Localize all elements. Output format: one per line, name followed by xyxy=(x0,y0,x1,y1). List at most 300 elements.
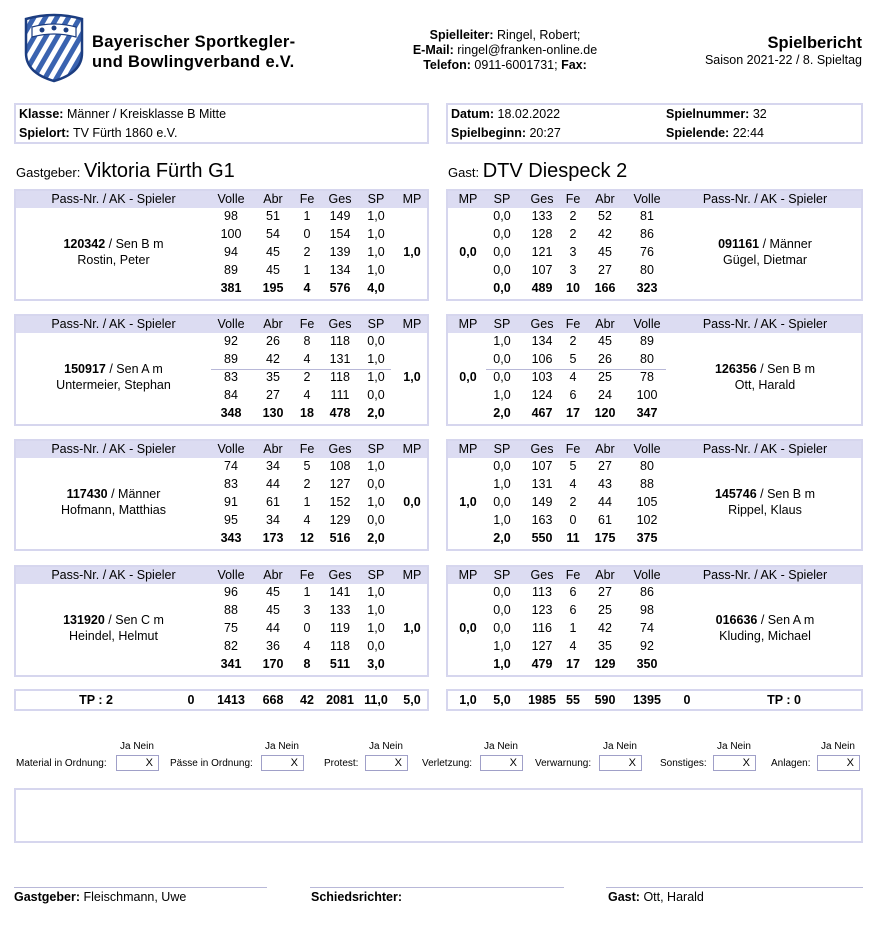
pass-number: 131920 xyxy=(63,613,105,627)
total-cell-fe: 4 xyxy=(303,281,311,295)
total-cell-volle: 343 xyxy=(220,531,242,545)
org-name-line1: Bayerischer Sportkegler- xyxy=(92,33,296,51)
score-cell-sp: 1,0 xyxy=(367,263,385,277)
guest-block-header xyxy=(448,567,861,584)
score-cell-volle: 102 xyxy=(636,513,658,527)
score-cell-ges: 128 xyxy=(531,227,553,241)
guest-sum-fe: 55 xyxy=(566,693,580,707)
match-info-box xyxy=(14,103,429,144)
score-cell-volle: 88 xyxy=(224,603,238,617)
header-volle: Volle xyxy=(217,317,245,331)
score-cell-ges: 134 xyxy=(531,334,553,348)
score-cell-ges: 152 xyxy=(329,495,351,509)
total-cell-sp: 2,0 xyxy=(367,406,385,420)
home-player-block xyxy=(14,439,429,551)
score-cell-ges: 118 xyxy=(330,334,350,348)
score-cell-fe: 5 xyxy=(303,459,311,473)
ja-nein-label: Ja Nein xyxy=(717,741,751,752)
score-cell-fe: 0 xyxy=(303,621,311,635)
header-fe: Fe xyxy=(299,442,315,456)
home-player-name: Untermeier, Stephan xyxy=(56,378,171,392)
score-cell-ges: 118 xyxy=(330,639,350,653)
score-cell-sp: 0,0 xyxy=(493,352,511,366)
guest-player-pass xyxy=(668,362,862,376)
home-team-label: Gastgeber: xyxy=(16,165,81,180)
guest-lane-separator xyxy=(486,369,666,370)
score-cell-fe: 3 xyxy=(569,245,577,259)
score-cell-fe: 4 xyxy=(569,370,577,384)
home-signature-name: Fleischmann, Uwe xyxy=(83,890,187,904)
score-cell-fe: 4 xyxy=(303,352,311,366)
home-sum-row xyxy=(14,689,429,711)
bskv-crest-icon xyxy=(22,13,86,83)
total-cell-volle: 347 xyxy=(636,406,658,420)
home-player-block xyxy=(14,314,429,426)
guest-player-pass xyxy=(668,237,862,251)
home-player-mp: 1,0 xyxy=(403,245,421,259)
home-sum-ges: 2081 xyxy=(326,693,354,707)
home-block-header xyxy=(16,441,427,458)
contact-block xyxy=(360,28,650,73)
score-cell-abr: 45 xyxy=(598,245,612,259)
total-cell-volle: 323 xyxy=(636,281,658,295)
score-cell-volle: 100 xyxy=(636,388,658,402)
header-mp: MP xyxy=(402,568,422,582)
score-cell-ges: 124 xyxy=(531,388,553,402)
score-cell-fe: 4 xyxy=(569,639,577,653)
total-cell-sp: 0,0 xyxy=(493,281,511,295)
season-label: Saison 2021-22 / 8. Spieltag xyxy=(704,53,862,67)
total-cell-abr: 130 xyxy=(262,406,284,420)
score-cell-volle: 83 xyxy=(224,370,238,384)
score-cell-abr: 42 xyxy=(598,621,612,635)
guest-sum-zero: 0 xyxy=(683,693,691,707)
score-cell-volle: 92 xyxy=(224,334,238,348)
header-mp: MP xyxy=(458,192,478,206)
score-cell-volle: 80 xyxy=(640,352,654,366)
guest-team-label: Gast: xyxy=(448,165,480,180)
score-cell-sp: 0,0 xyxy=(493,459,511,473)
datum-value: 18.02.2022 xyxy=(497,107,561,121)
score-cell-fe: 5 xyxy=(569,352,577,366)
match-time-box xyxy=(446,103,863,144)
email-label: E-Mail: xyxy=(412,43,454,57)
total-cell-sp: 4,0 xyxy=(367,281,385,295)
notes-area[interactable] xyxy=(14,788,863,843)
score-cell-volle: 80 xyxy=(640,459,654,473)
score-cell-volle: 94 xyxy=(224,245,238,259)
total-cell-sp: 3,0 xyxy=(367,657,385,671)
score-cell-ges: 149 xyxy=(531,495,553,509)
home-player-name: Rostin, Peter xyxy=(77,253,150,267)
score-cell-abr: 27 xyxy=(266,388,280,402)
header-ges: Ges xyxy=(530,442,554,456)
check-label: Anlagen: xyxy=(771,758,811,769)
score-cell-sp: 0,0 xyxy=(493,227,511,241)
home-block-header xyxy=(16,316,427,333)
score-cell-abr: 42 xyxy=(598,227,612,241)
score-cell-ges: 134 xyxy=(329,263,351,277)
score-cell-abr: 24 xyxy=(598,388,612,402)
age-class: / Sen B m xyxy=(105,237,164,251)
score-cell-abr: 45 xyxy=(598,334,612,348)
pass-number: 145746 xyxy=(714,487,757,501)
check-box[interactable]: X xyxy=(817,755,860,771)
pass-number: 126356 xyxy=(714,362,757,376)
score-cell-sp: 1,0 xyxy=(367,352,385,366)
score-cell-fe: 4 xyxy=(303,513,311,527)
score-cell-volle: 81 xyxy=(640,209,654,223)
ja-nein-label: Ja Nein xyxy=(603,741,637,752)
guest-player-mp: 0,0 xyxy=(459,245,477,259)
score-cell-sp: 0,0 xyxy=(493,263,511,277)
home-sum-zero: 0 xyxy=(187,693,195,707)
score-cell-ges: 123 xyxy=(531,603,553,617)
total-cell-sp: 2,0 xyxy=(493,531,511,545)
home-sum-mp: 5,0 xyxy=(403,693,421,707)
score-cell-ges: 127 xyxy=(329,477,351,491)
score-cell-abr: 26 xyxy=(266,334,280,348)
total-cell-ges: 489 xyxy=(531,281,553,295)
header-pass: Pass-Nr. / AK - Spieler xyxy=(51,192,176,206)
total-cell-volle: 381 xyxy=(220,281,242,295)
ja-nein-label: Ja Nein xyxy=(484,741,518,752)
total-cell-abr: 129 xyxy=(594,657,616,671)
header-volle: Volle xyxy=(217,442,245,456)
header-mp: MP xyxy=(402,442,422,456)
score-cell-volle: 98 xyxy=(224,209,238,223)
score-cell-fe: 2 xyxy=(569,495,577,509)
score-cell-volle: 98 xyxy=(640,603,654,617)
score-cell-volle: 89 xyxy=(224,352,238,366)
guest-tp: TP : 0 xyxy=(767,693,801,707)
header-sp: SP xyxy=(367,568,385,582)
total-cell-volle: 348 xyxy=(220,406,242,420)
total-cell-fe: 10 xyxy=(566,281,580,295)
score-cell-abr: 61 xyxy=(598,513,612,527)
header-sp: SP xyxy=(367,442,385,456)
home-team-name: Viktoria Fürth G1 xyxy=(83,160,235,182)
score-cell-abr: 27 xyxy=(598,585,612,599)
score-cell-volle: 88 xyxy=(640,477,654,491)
total-cell-abr: 170 xyxy=(262,657,284,671)
home-sum-fe: 42 xyxy=(300,693,314,707)
header-fe: Fe xyxy=(299,317,315,331)
score-cell-fe: 6 xyxy=(569,585,577,599)
guest-player-name: Ott, Harald xyxy=(734,378,796,392)
ja-nein-label: Ja Nein xyxy=(369,741,403,752)
header-volle: Volle xyxy=(633,317,661,331)
total-cell-sp: 2,0 xyxy=(367,531,385,545)
guest-sum-row xyxy=(446,689,863,711)
score-cell-volle: 75 xyxy=(224,621,238,635)
score-cell-sp: 1,0 xyxy=(367,459,385,473)
score-cell-sp: 1,0 xyxy=(493,334,511,348)
telefon-label: Telefon: xyxy=(423,58,471,72)
score-cell-volle: 80 xyxy=(640,263,654,277)
home-player-name: Heindel, Helmut xyxy=(69,629,158,643)
guest-sum-abr: 590 xyxy=(594,693,616,707)
score-cell-fe: 2 xyxy=(303,370,311,384)
klasse-value: Männer / Kreisklasse B Mitte xyxy=(66,107,227,121)
check-box[interactable]: X xyxy=(365,755,408,771)
score-cell-sp: 1,0 xyxy=(367,227,385,241)
total-cell-fe: 17 xyxy=(566,406,580,420)
score-cell-volle: 89 xyxy=(640,334,654,348)
score-cell-abr: 45 xyxy=(266,585,280,599)
pass-number: 150917 xyxy=(64,362,106,376)
total-cell-fe: 18 xyxy=(300,406,314,420)
guest-player-pass xyxy=(668,613,862,627)
score-cell-sp: 0,0 xyxy=(367,477,385,491)
score-cell-sp: 1,0 xyxy=(367,621,385,635)
header-fe: Fe xyxy=(565,317,581,331)
score-cell-sp: 0,0 xyxy=(367,513,385,527)
header-mp: MP xyxy=(402,192,422,206)
org-name-line2: und Bowlingverband e.V. xyxy=(92,53,295,71)
header-sp: SP xyxy=(493,192,511,206)
header-pass: Pass-Nr. / AK - Spieler xyxy=(702,192,828,206)
score-cell-volle: 76 xyxy=(640,245,654,259)
home-player-mp: 1,0 xyxy=(403,370,421,384)
score-cell-sp: 0,0 xyxy=(493,495,511,509)
score-cell-ges: 121 xyxy=(531,245,553,259)
score-cell-abr: 42 xyxy=(266,352,280,366)
score-cell-abr: 52 xyxy=(598,209,612,223)
home-sum-abr: 668 xyxy=(262,693,284,707)
total-cell-abr: 175 xyxy=(594,531,616,545)
score-cell-sp: 1,0 xyxy=(367,603,385,617)
score-cell-fe: 8 xyxy=(303,334,311,348)
header-abr: Abr xyxy=(595,317,615,331)
age-class: / Sen B m xyxy=(756,487,816,501)
header-fe: Fe xyxy=(565,442,581,456)
header-ges: Ges xyxy=(530,192,554,206)
age-class: / Sen B m xyxy=(756,362,816,376)
total-cell-abr: 173 xyxy=(262,531,284,545)
score-cell-fe: 3 xyxy=(569,263,577,277)
score-cell-sp: 0,0 xyxy=(493,585,511,599)
score-cell-abr: 44 xyxy=(266,477,280,491)
score-cell-sp: 0,0 xyxy=(367,639,385,653)
score-cell-abr: 45 xyxy=(266,603,280,617)
total-cell-abr: 166 xyxy=(594,281,616,295)
guest-signature xyxy=(608,890,704,904)
header-volle: Volle xyxy=(217,568,245,582)
score-cell-ges: 111 xyxy=(330,388,350,402)
score-cell-sp: 1,0 xyxy=(367,370,385,384)
score-cell-abr: 34 xyxy=(266,513,280,527)
score-cell-abr: 27 xyxy=(598,263,612,277)
total-cell-volle: 341 xyxy=(220,657,242,671)
header-fe: Fe xyxy=(299,568,315,582)
guest-player-name: Gügel, Dietmar xyxy=(722,253,808,267)
header-ges: Ges xyxy=(530,568,554,582)
header-pass: Pass-Nr. / AK - Spieler xyxy=(51,442,176,456)
home-sum-volle: 1413 xyxy=(217,693,245,707)
header-pass: Pass-Nr. / AK - Spieler xyxy=(51,568,176,582)
header-fe: Fe xyxy=(565,192,581,206)
score-cell-abr: 35 xyxy=(266,370,280,384)
score-cell-ges: 106 xyxy=(531,352,553,366)
score-cell-sp: 1,0 xyxy=(493,513,511,527)
header-ges: Ges xyxy=(328,192,352,206)
score-cell-abr: 35 xyxy=(598,639,612,653)
score-cell-fe: 4 xyxy=(303,388,311,402)
score-cell-ges: 133 xyxy=(531,209,553,223)
home-player-block xyxy=(14,189,429,301)
score-cell-fe: 2 xyxy=(303,477,311,491)
score-cell-volle: 74 xyxy=(224,459,238,473)
check-box[interactable]: X xyxy=(116,755,159,771)
score-cell-sp: 1,0 xyxy=(493,477,511,491)
check-label: Verletzung: xyxy=(422,758,473,769)
score-cell-fe: 1 xyxy=(303,495,311,509)
telefon-value: 0911-6001731; xyxy=(474,58,558,72)
guest-signature-label: Gast: xyxy=(608,890,640,904)
score-cell-volle: 82 xyxy=(224,639,238,653)
guest-player-block xyxy=(446,189,863,301)
age-class: / Männer xyxy=(759,237,812,251)
total-cell-abr: 120 xyxy=(594,406,616,420)
header-sp: SP xyxy=(367,192,385,206)
age-class: / Sen A m xyxy=(105,362,163,376)
score-cell-fe: 0 xyxy=(303,227,311,241)
score-cell-sp: 1,0 xyxy=(493,639,511,653)
check-label: Pässe in Ordnung: xyxy=(170,758,253,769)
score-cell-fe: 2 xyxy=(569,227,577,241)
score-cell-ges: 107 xyxy=(531,459,553,473)
total-cell-ges: 550 xyxy=(531,531,553,545)
score-cell-abr: 43 xyxy=(598,477,612,491)
header-volle: Volle xyxy=(633,442,661,456)
score-cell-fe: 4 xyxy=(569,477,577,491)
score-cell-abr: 45 xyxy=(266,245,280,259)
score-cell-abr: 25 xyxy=(598,603,612,617)
total-cell-volle: 375 xyxy=(636,531,658,545)
score-cell-ges: 139 xyxy=(329,245,351,259)
score-cell-ges: 149 xyxy=(329,209,351,223)
score-cell-ges: 107 xyxy=(531,263,553,277)
score-cell-volle: 100 xyxy=(220,227,242,241)
check-box[interactable]: X xyxy=(713,755,756,771)
score-cell-volle: 95 xyxy=(224,513,238,527)
guest-player-mp: 1,0 xyxy=(459,495,477,509)
score-cell-fe: 5 xyxy=(569,459,577,473)
score-cell-volle: 89 xyxy=(224,263,238,277)
header-pass: Pass-Nr. / AK - Spieler xyxy=(702,568,828,582)
home-block-header xyxy=(16,191,427,208)
home-signature xyxy=(14,890,186,904)
header-abr: Abr xyxy=(263,568,283,582)
header-abr: Abr xyxy=(263,317,283,331)
total-cell-ges: 479 xyxy=(531,657,553,671)
spielende-label: Spielende: xyxy=(666,126,730,140)
score-cell-volle: 105 xyxy=(636,495,658,509)
score-cell-sp: 0,0 xyxy=(493,209,511,223)
header-mp: MP xyxy=(458,317,478,331)
checks-row xyxy=(0,740,884,780)
spielleiter-value: Ringel, Robert; xyxy=(497,28,581,42)
score-cell-ges: 131 xyxy=(531,477,553,491)
score-cell-sp: 1,0 xyxy=(367,495,385,509)
score-cell-volle: 92 xyxy=(640,639,654,653)
datum-label: Datum: xyxy=(451,107,495,121)
score-cell-sp: 0,0 xyxy=(493,370,511,384)
total-cell-ges: 467 xyxy=(531,406,553,420)
check-label: Material in Ordnung: xyxy=(16,758,107,769)
header-abr: Abr xyxy=(595,442,615,456)
score-cell-fe: 2 xyxy=(569,334,577,348)
guest-player-mp: 0,0 xyxy=(459,370,477,384)
spielende-value: 22:44 xyxy=(732,126,764,140)
home-tp: TP : 2 xyxy=(79,693,113,707)
ja-nein-label: Ja Nein xyxy=(120,741,154,752)
header-abr: Abr xyxy=(263,192,283,206)
document-title-block xyxy=(705,34,862,67)
home-player-mp: 0,0 xyxy=(403,495,421,509)
pass-number: 120342 xyxy=(63,237,106,251)
score-cell-volle: 78 xyxy=(640,370,654,384)
header-volle: Volle xyxy=(217,192,245,206)
score-cell-ges: 103 xyxy=(531,370,553,384)
guest-sum-mp: 1,0 xyxy=(459,693,477,707)
guest-sum-sp: 5,0 xyxy=(493,693,511,707)
score-cell-ges: 119 xyxy=(330,621,350,635)
total-cell-ges: 478 xyxy=(329,406,351,420)
header-mp: MP xyxy=(402,317,422,331)
header-volle: Volle xyxy=(633,568,661,582)
home-player-pass xyxy=(16,362,211,376)
check-box[interactable]: X xyxy=(480,755,523,771)
home-player-pass xyxy=(16,237,211,251)
home-lane-separator xyxy=(211,369,391,370)
header-pass: Pass-Nr. / AK - Spieler xyxy=(702,317,828,331)
total-cell-fe: 11 xyxy=(566,531,580,545)
check-box[interactable]: X xyxy=(261,755,304,771)
score-cell-sp: 0,0 xyxy=(493,621,511,635)
score-cell-ges: 113 xyxy=(532,585,552,599)
header-abr: Abr xyxy=(263,442,283,456)
score-cell-volle: 74 xyxy=(640,621,654,635)
header-abr: Abr xyxy=(595,192,615,206)
score-cell-volle: 86 xyxy=(640,227,654,241)
spielleiter-label: Spielleiter: xyxy=(429,28,494,42)
header-mp: MP xyxy=(458,442,478,456)
ja-nein-label: Ja Nein xyxy=(821,741,855,752)
score-cell-sp: 0,0 xyxy=(367,334,385,348)
header-sp: SP xyxy=(493,568,511,582)
home-team-heading xyxy=(16,160,235,183)
check-box[interactable]: X xyxy=(599,755,642,771)
score-cell-ges: 108 xyxy=(329,459,351,473)
score-cell-abr: 61 xyxy=(266,495,280,509)
total-cell-ges: 516 xyxy=(329,531,351,545)
klasse-label: Klasse: xyxy=(19,107,64,121)
guest-block-header xyxy=(448,441,861,458)
guest-sum-volle: 1395 xyxy=(633,693,661,707)
score-cell-volle: 86 xyxy=(640,585,654,599)
check-label: Protest: xyxy=(324,758,359,769)
score-cell-fe: 2 xyxy=(569,209,577,223)
guest-player-name: Rippel, Klaus xyxy=(728,503,802,517)
score-cell-volle: 91 xyxy=(224,495,238,509)
guest-player-block xyxy=(446,439,863,551)
score-cell-abr: 51 xyxy=(266,209,280,223)
spielnummer-value: 32 xyxy=(752,107,767,121)
home-block-header xyxy=(16,567,427,584)
total-cell-fe: 12 xyxy=(300,531,314,545)
